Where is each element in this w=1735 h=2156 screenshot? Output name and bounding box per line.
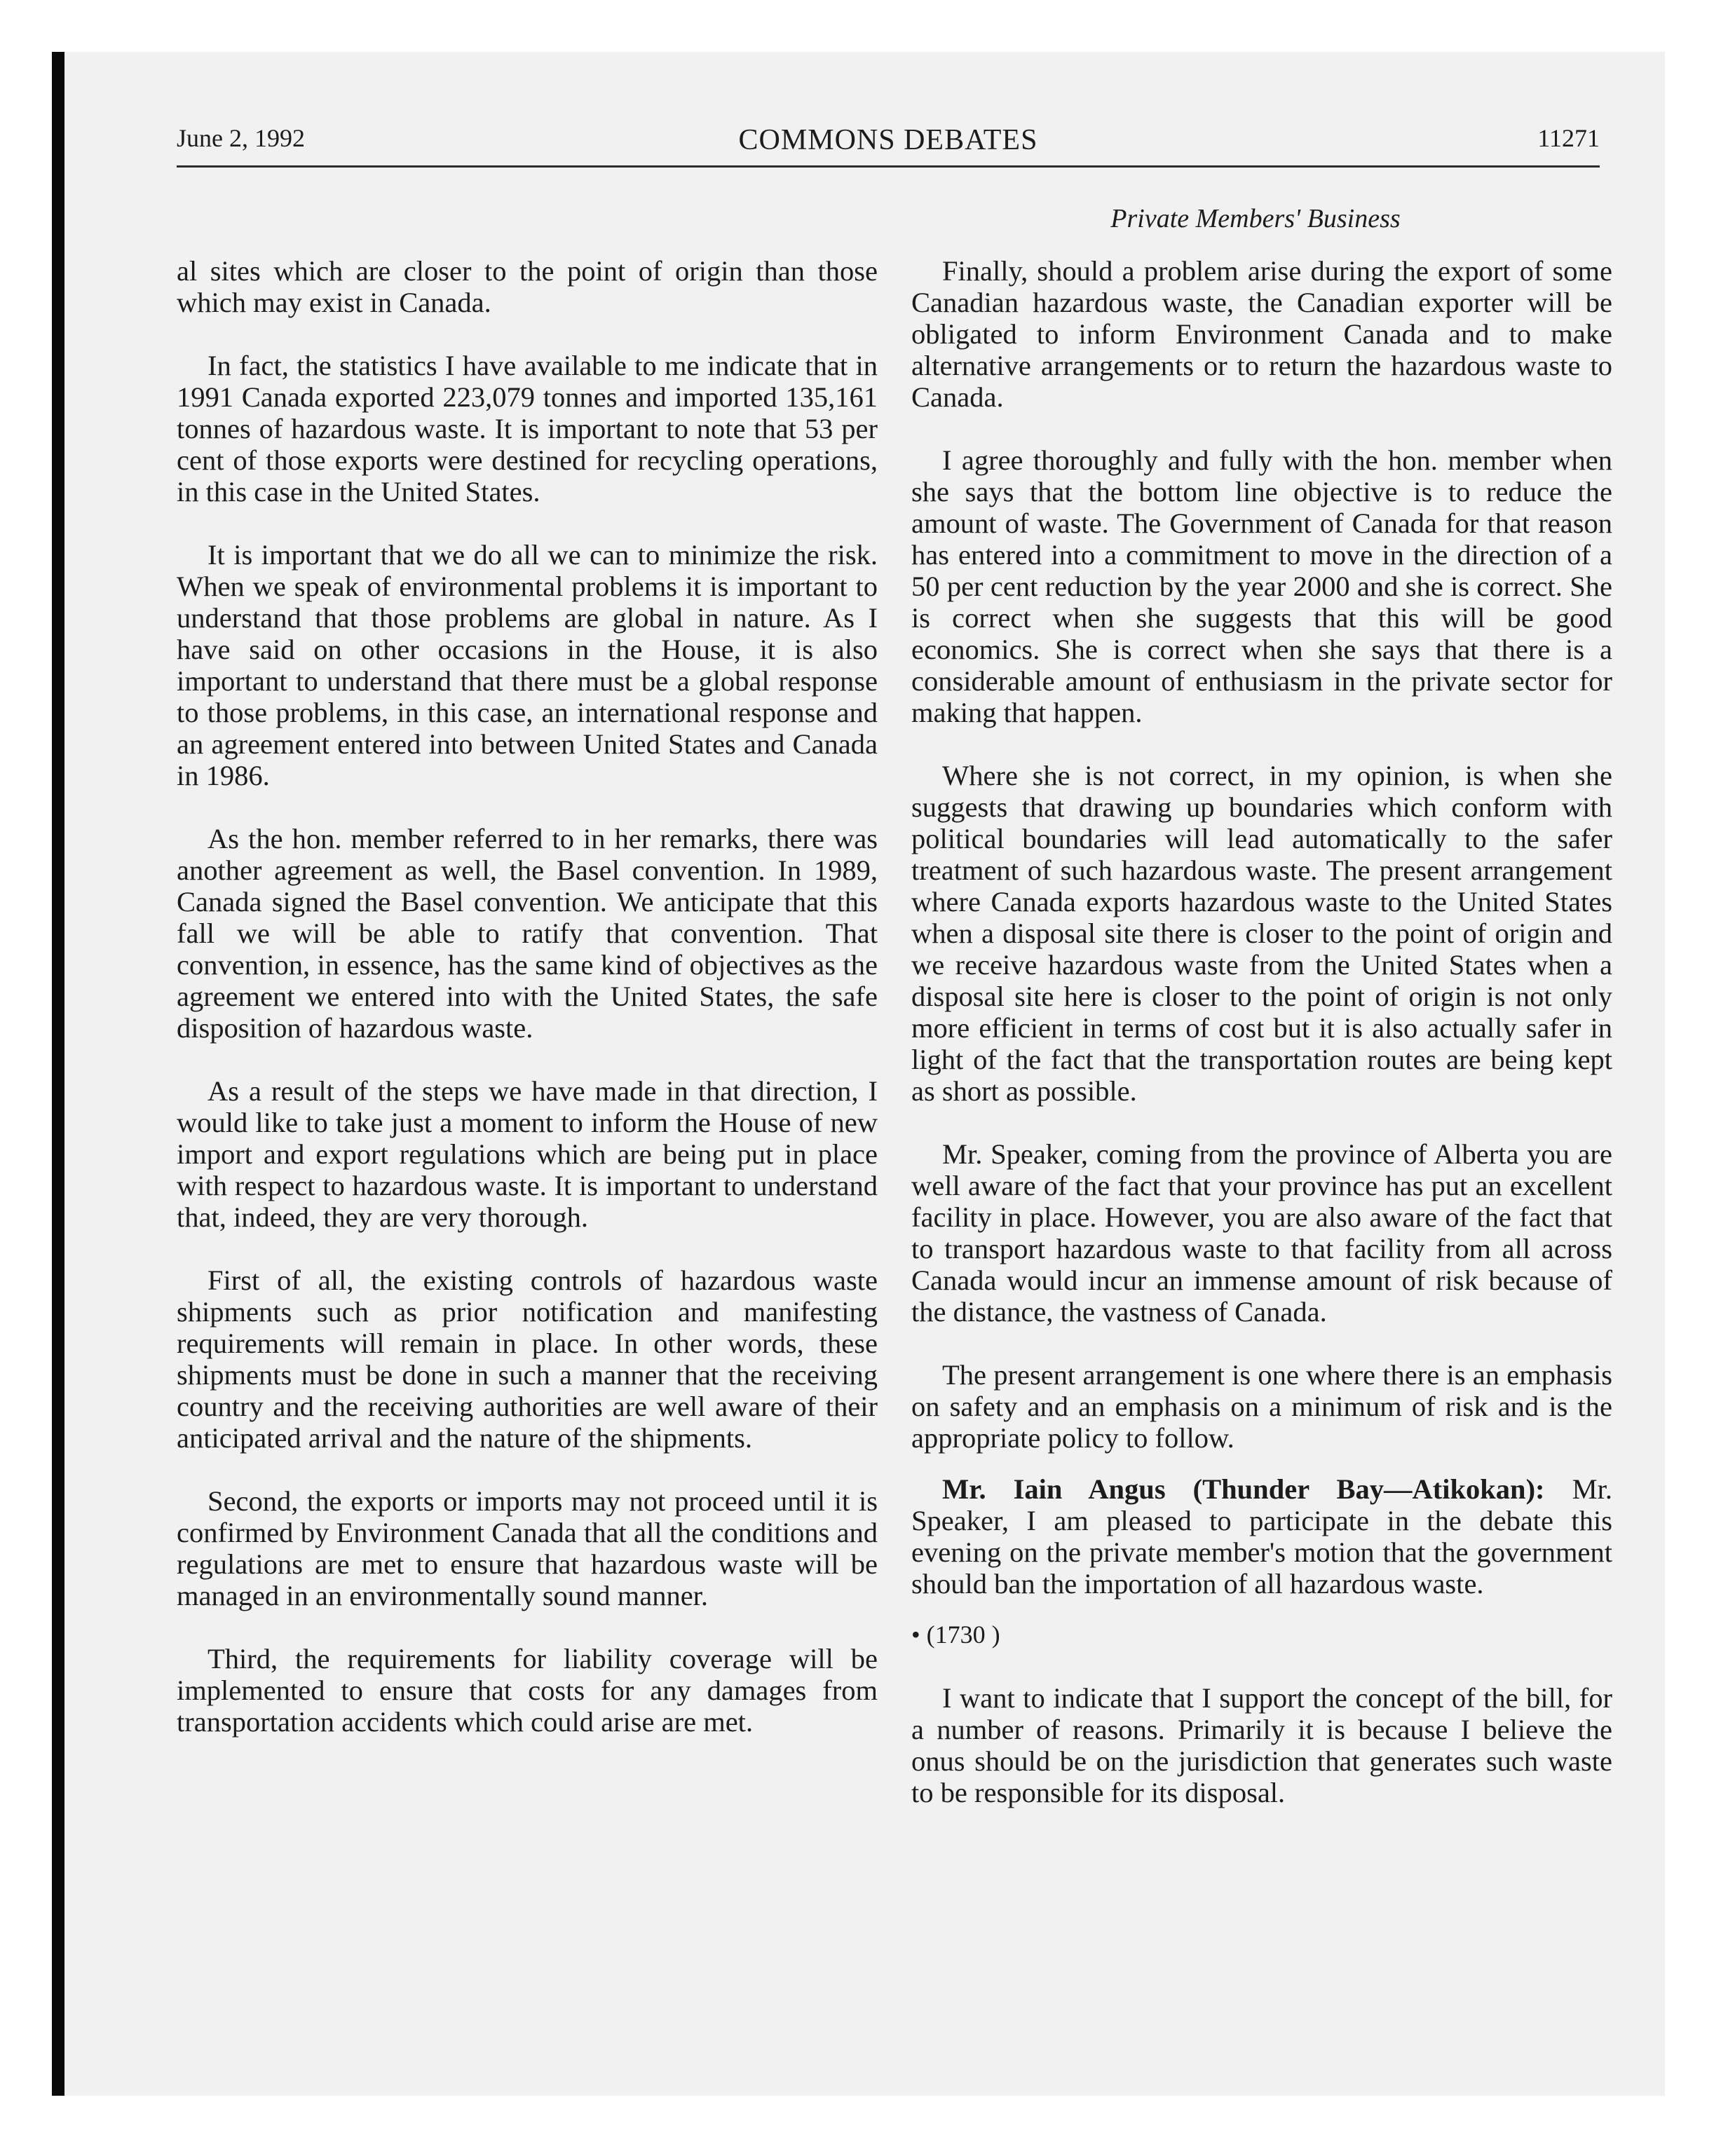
header-title: COMMONS DEBATES <box>738 124 1038 156</box>
speaker-name: Mr. Iain Angus (Thunder Bay—Atikokan): <box>942 1473 1545 1505</box>
paragraph: As the hon. member referred to in her remarks, there was another agreement as well, the Basel convention. In 1989, Canada signed the Basel convention. We anticipate that this fall we will be able to ratify that convention. That convention, in essence, has the same kind of objectives as the agreement we entered into with the United States, the safe disposition of hazardous waste. <box>177 823 878 1044</box>
scan-edge-bar <box>52 52 64 2096</box>
paragraph: As a result of the steps we have made in that direction, I would like to take just a moment to inform the House of new import and export regulations which are being put in place with respect to hazardous waste. It is important to understand that, indeed, they are very thorough. <box>177 1075 878 1233</box>
time-marker: • (1730 ) <box>911 1621 1000 1649</box>
paragraph: Mr. Speaker, coming from the province of Alberta you are well aware of the fact that your province has put an excellent facility in place. However, you are also aware of the fact that to transport hazardous waste to that facility from all across Canada would incur an immense amount of risk because of the distance, the vastness of Canada. <box>911 1138 1612 1328</box>
speech-text: Mr. Speaker, I am pleased to participate in the debate this evening on the private member's motion that the government should ban the importation of all hazardous waste. <box>911 1473 1612 1599</box>
left-column <box>177 255 878 1738</box>
paragraph: Third, the requirements for liability coverage will be implemented to ensure that costs for any damages from transportation accidents which could arise are met. <box>177 1643 878 1738</box>
speech-paragraph <box>911 1473 1612 1599</box>
paragraph: First of all, the existing controls of hazardous waste shipments such as prior notification and manifesting requirements will remain in place. In other words, these shipments must be done in such a manner that the receiving country and the receiving authorities are well aware of their anticipated arrival and the nature of the shipments. <box>177 1264 878 1454</box>
paragraph: Finally, should a problem arise during the export of some Canadian hazardous waste, the Canadian exporter will be obligated to inform Environment Canada and to make alternative arrangements or to return the hazardous waste to Canada. <box>911 255 1612 413</box>
header-date: June 2, 1992 <box>177 124 305 152</box>
paragraph: I want to indicate that I support the concept of the bill, for a number of reasons. Primarily it is because I believe the onus should be on the jurisdiction that generates such waste to be responsible for its disposal. <box>911 1682 1612 1808</box>
paragraph: I agree thoroughly and fully with the hon. member when she says that the bottom line objective is to reduce the amount of waste. The Government of Canada for that reason has entered into a commitment to move in the direction of a 50 per cent reduction by the year 2000 and she is correct. She is correct when she suggests that this will be good economics. She is correct when she says that there is a considerable amount of enthusiasm in the private sector for making that happen. <box>911 444 1612 728</box>
right-column <box>911 255 1612 1808</box>
page-header <box>177 121 1600 168</box>
paragraph: The present arrangement is one where there is an emphasis on safety and an emphasis on a minimum of risk and is the appropriate policy to follow. <box>911 1359 1612 1454</box>
running-head: Private Members' Business <box>1110 204 1401 233</box>
paragraph: Where she is not correct, in my opinion, is when she suggests that drawing up boundaries which conform with political boundaries will lead automatically to the safer treatment of such hazardous waste. The present arrangement where Canada exports hazardous waste to the United States when a disposal site there is closer to the point of origin and we receive hazardous waste from the United States when a disposal site here is closer to the point of origin is not only more efficient in terms of cost but it is also actually safer in light of the fact that the transportation routes are being kept as short as possible. <box>911 760 1612 1107</box>
paragraph: In fact, the statistics I have available to me indicate that in 1991 Canada exported 223,079 tonnes and imported 135,161 tonnes of hazardous waste. It is important to note that 53 per cent of those exports were destined for recycling operations, in this case in the United States. <box>177 350 878 507</box>
paragraph: Second, the exports or imports may not proceed until it is confirmed by Environment Canada that all the conditions and regulations are met to ensure that hazardous waste will be managed in an environmentally sound manner. <box>177 1485 878 1611</box>
paragraph: It is important that we do all we can to minimize the risk. When we speak of environmental problems it is important to understand that those problems are global in nature. As I have said on other occasions in the House, it is also important to understand that there must be a global response to those problems, in this case, an international response and an agreement entered into between United States and Canada in 1986. <box>177 539 878 791</box>
header-page-number: 11271 <box>1537 124 1600 152</box>
paragraph: al sites which are closer to the point of origin than those which may exist in Canada. <box>177 255 878 318</box>
